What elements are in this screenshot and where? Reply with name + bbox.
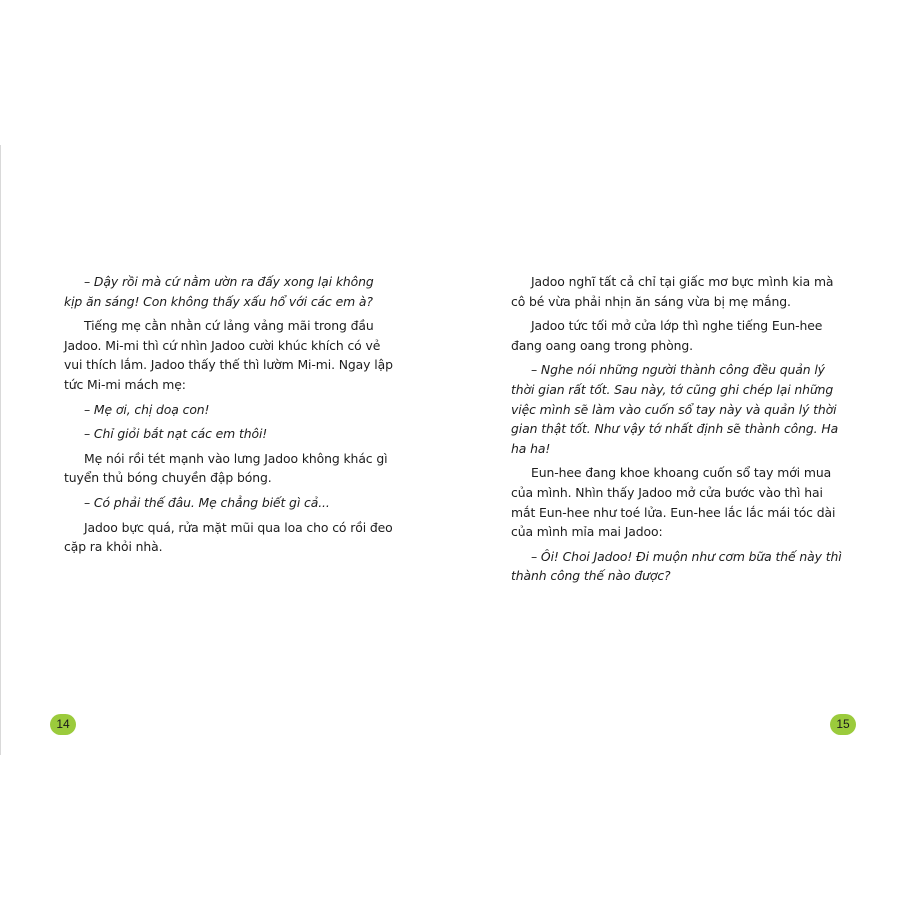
right-paragraph-4: Eun-hee đang khoe khoang cuốn sổ tay mới mua của mình. Nhìn thấy Jadoo mở cửa bước vào thì hai mắt Eun-hee như toé lửa. Eun-hee lắc lắc mái tóc dài của mình mỉa mai Jadoo: (511, 465, 836, 540)
left-paragraph-7: Jadoo bực quá, rửa mặt mũi qua loa cho có rồi đeo cặp ra khỏi nhà. (64, 519, 393, 555)
left-paragraph-2: Tiếng mẹ cằn nhằn cứ lảng vảng mãi trong đầu Jadoo. Mi-mi thì cứ nhìn Jadoo cười khúc khích có vẻ vui thích lắm. Jadoo thấy thế thì lườm Mi-mi. Ngay lập tức Mi-mi mách mẹ: (64, 318, 393, 392)
left-paragraph-6: – Có phải thế đâu. Mẹ chẳng biết gì cả... (84, 494, 330, 510)
page-number-right: 15 (830, 714, 856, 735)
right-page-text (511, 272, 843, 591)
page-edge-line (0, 145, 1, 755)
left-page-text (64, 272, 394, 562)
left-paragraph-1: – Dậy rồi mà cứ nằm ườn ra đấy xong lại không kịp ăn sáng! Con không thấy xấu hổ với các em à? (64, 274, 374, 309)
left-paragraph-3: – Mẹ ơi, chị doạ con! (84, 401, 210, 417)
right-paragraph-1: Jadoo nghĩ tất cả chỉ tại giấc mơ bực mình kia mà cô bé vừa phải nhịn ăn sáng vừa bị mẹ mắng. (511, 274, 834, 309)
right-paragraph-2: Jadoo tức tối mở cửa lớp thì nghe tiếng Eun-hee đang oang oang trong phòng. (511, 318, 823, 353)
left-paragraph-4: – Chỉ giỏi bắt nạt các em thôi! (84, 426, 268, 442)
left-paragraph-5: Mẹ nói rồi tét mạnh vào lưng Jadoo không khác gì tuyển thủ bóng chuyền đập bóng. (64, 450, 388, 486)
right-paragraph-5: – Ôi! Choi Jadoo! Đi muộn như cơm bữa thế này thì thành công thế nào được? (511, 548, 842, 584)
right-paragraph-3: – Nghe nói những người thành công đều quản lý thời gian rất tốt. Sau này, tớ cũng ghi chép lại những việc mình sẽ làm vào cuốn sổ tay này và quản lý thời gian thật tốt. Như vậy tớ nhất định sẽ thành công. Ha ha ha! (511, 362, 839, 456)
page-number-left: 14 (50, 714, 76, 735)
